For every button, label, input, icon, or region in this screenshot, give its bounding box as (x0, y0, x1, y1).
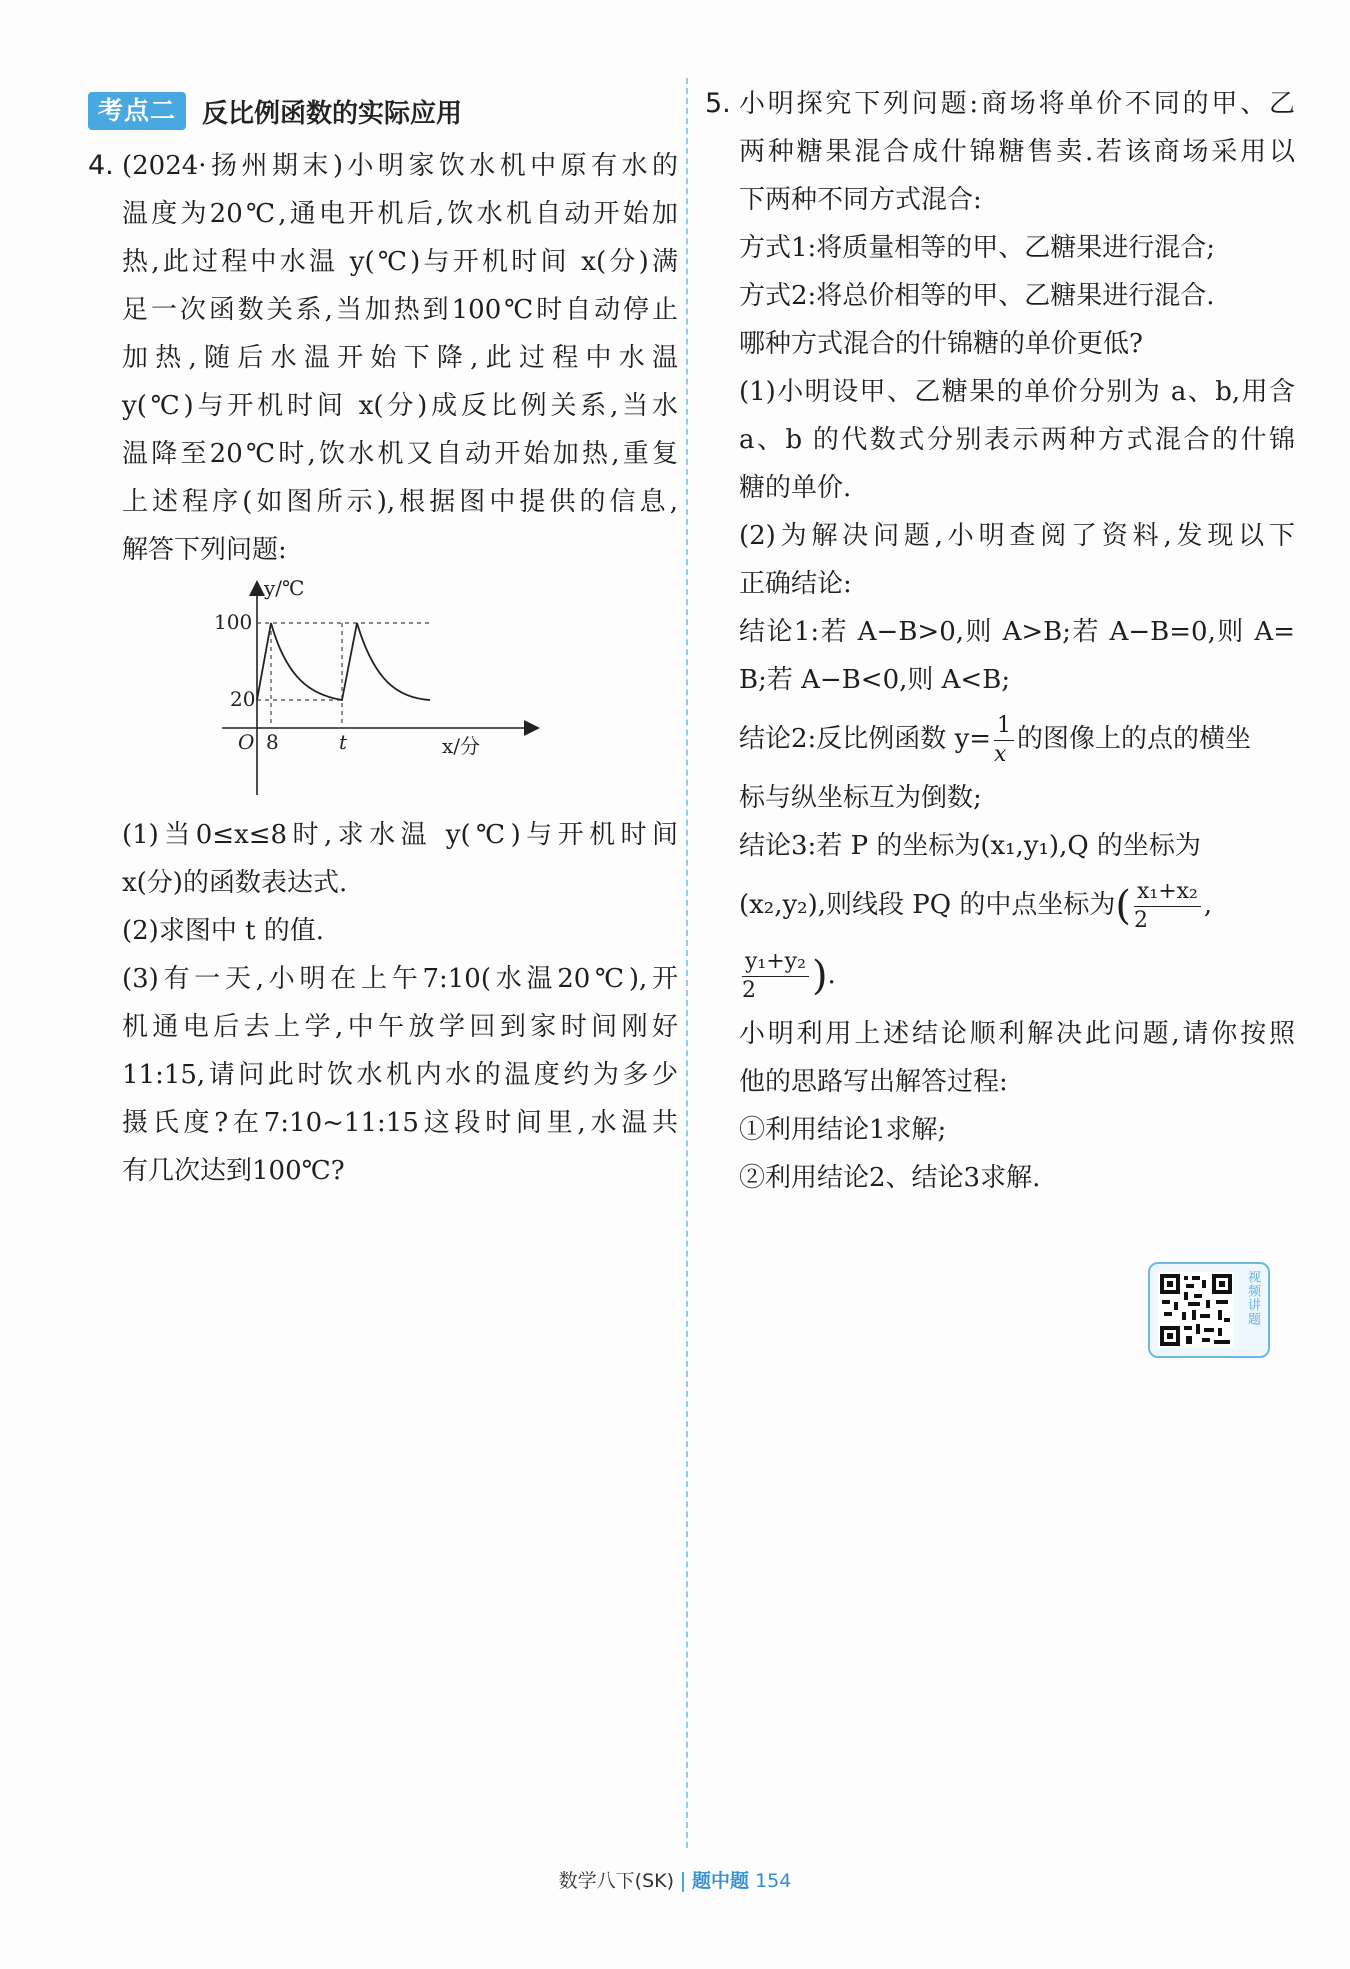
conclusion-2-text: 的图像上的点的横坐 (1017, 724, 1252, 754)
problem-line: 下两种不同方式混合: (739, 185, 982, 215)
conclusion-2-line (739, 704, 1295, 774)
conclusion-3-line: $\frac{\text{y₁+y₂}}{2}$ ). (742, 948, 836, 1003)
problem-line: y(℃)与开机时间 x(分)成反比例关系,当水 (122, 391, 678, 421)
problem-body (122, 142, 678, 1195)
page-number: 154 (755, 1870, 792, 1892)
fraction-numerator: 1 (994, 715, 1014, 741)
fraction-denominator: 2 (1133, 907, 1148, 933)
problem-line: ②利用结论2、结论3求解. (739, 1163, 1041, 1193)
question-line: 摄氏度?在7:10~11:15这段时间里,水温共 (122, 1108, 678, 1138)
problem-line: 小明探究下列问题:商场将单价不同的甲、乙 (739, 89, 1295, 119)
problem-line: 解答下列问题: (122, 535, 287, 565)
problem-line: 小明利用上述结论顺利解决此问题,请你按照 (739, 1019, 1295, 1049)
fraction-denominator: 2 (742, 977, 756, 1003)
temperature-curve (257, 623, 430, 700)
problem-line: 上述程序(如图所示),根据图中提供的信息, (122, 487, 678, 517)
y-axis-label: y/℃ (264, 576, 305, 600)
question-line: 有几次达到100℃? (122, 1156, 345, 1186)
footer-subject: 数学八下(SK) (558, 1870, 675, 1892)
problem-line: 两种糖果混合成什锦糖售卖.若该商场采用以 (739, 137, 1295, 167)
column-divider (686, 78, 688, 1848)
problem-line: (2)为解决问题,小明查阅了资料,发现以下 (739, 521, 1295, 551)
problem-line: 方式1:将质量相等的甲、乙糖果进行混合; (739, 233, 1216, 263)
qr-caption: 视频讲题 (1245, 1270, 1260, 1326)
problem-line: ①利用结论1求解; (739, 1115, 947, 1145)
page-footer (0, 1866, 1350, 1893)
conclusion-1-line: B;若 A−B<0,则 A<B; (739, 665, 1011, 695)
conclusion-3-line: (x₂,y₂),则线段 PQ 的中点坐标为( $\frac{\text{x₁+x₂}}{2}$ , (739, 878, 1213, 933)
section-header (88, 90, 678, 132)
question-line: x(分)的函数表达式. (122, 868, 348, 898)
fraction-numerator: x₁+x₂ (1134, 881, 1201, 907)
paren-open: ( (1115, 883, 1131, 929)
problem-line: a、b 的代数式分别表示两种方式混合的什锦 (739, 425, 1295, 455)
footer-brand: 题中题 (692, 1870, 750, 1892)
question-line: (2)求图中 t 的值. (122, 916, 325, 946)
problem-line: 正确结论: (739, 569, 852, 599)
problem-line: 糖的单价. (739, 473, 852, 503)
y-tick-20: 20 (230, 687, 256, 711)
section-title: 反比例函数的实际应用 (202, 98, 463, 129)
fraction-numerator: y₁+y₂ (742, 951, 809, 977)
fraction-y-mid (742, 948, 809, 1003)
question-line: 11:15,请问此时饮水机内水的温度约为多少 (122, 1060, 678, 1090)
problem-line: 方式2:将总价相等的甲、乙糖果进行混合. (739, 281, 1215, 311)
problem-line: 哪种方式混合的什锦糖的单价更低? (739, 329, 1143, 359)
left-column (88, 90, 678, 1195)
problem-line: 足一次函数关系,当加热到100℃时自动停止 (122, 295, 678, 325)
problem-line: 温降至20℃时,饮水机又自动开始加热,重复 (122, 439, 678, 469)
problem-line: 他的思路写出解答过程: (739, 1067, 1008, 1097)
x-axis-label: x/分 (442, 734, 481, 758)
right-column (705, 80, 1295, 1202)
y-tick-100: 100 (214, 610, 253, 634)
problem-number: 4. (88, 150, 114, 181)
fraction-denominator: x (994, 741, 1007, 767)
qr-code-icon (1158, 1272, 1234, 1348)
problem-line: 加热,随后水温开始下降,此过程中水温 (122, 343, 678, 373)
footer-separator (682, 1872, 684, 1892)
qr-code-box[interactable] (1148, 1262, 1270, 1358)
conclusion-2-line: 标与纵坐标互为倒数; (739, 783, 982, 813)
conclusion-1-line: 结论1:若 A−B>0,则 A>B;若 A−B=0,则 A= (739, 617, 1295, 647)
question-line: (3)有一天,小明在上午7:10(水温20℃),开 (122, 964, 678, 994)
x-tick-t: t (339, 730, 348, 754)
conclusion-2-text: 结论2:反比例函数 y= (739, 724, 992, 754)
paren-close: ) (811, 953, 828, 999)
problem-body (739, 80, 1295, 1202)
graph-svg (212, 580, 552, 805)
fraction-x-mid (1133, 878, 1201, 933)
origin-label: O (238, 730, 255, 754)
fraction-1-over-x (994, 712, 1014, 767)
question-line: (1)当0≤x≤8时,求水温 y(℃)与开机时间 (122, 820, 678, 850)
problem-line: (1)小明设甲、乙糖果的单价分别为 a、b,用含 (739, 377, 1295, 407)
problem-line: 热,此过程中水温 y(℃)与开机时间 x(分)满 (122, 247, 678, 277)
problem-4 (88, 142, 678, 1195)
x-tick-8: 8 (266, 730, 279, 754)
problem-number: 5. (705, 88, 731, 119)
conclusion-3-text: (x₂,y₂),则线段 PQ 的中点坐标为 (739, 890, 1116, 920)
question-line: 机通电后去上学,中午放学回到家时间刚好 (122, 1012, 678, 1042)
problem-5 (705, 80, 1295, 1202)
section-badge: 考点二 (88, 92, 186, 130)
conclusion-3-line: 结论3:若 P 的坐标为(x₁,y₁),Q 的坐标为 (739, 831, 1201, 861)
problem-line: 温度为20℃,通电开机后,饮水机自动开始加 (122, 199, 678, 229)
temperature-graph (212, 576, 552, 805)
problem-line: (2024·扬州期末)小明家饮水机中原有水的 (122, 151, 678, 181)
